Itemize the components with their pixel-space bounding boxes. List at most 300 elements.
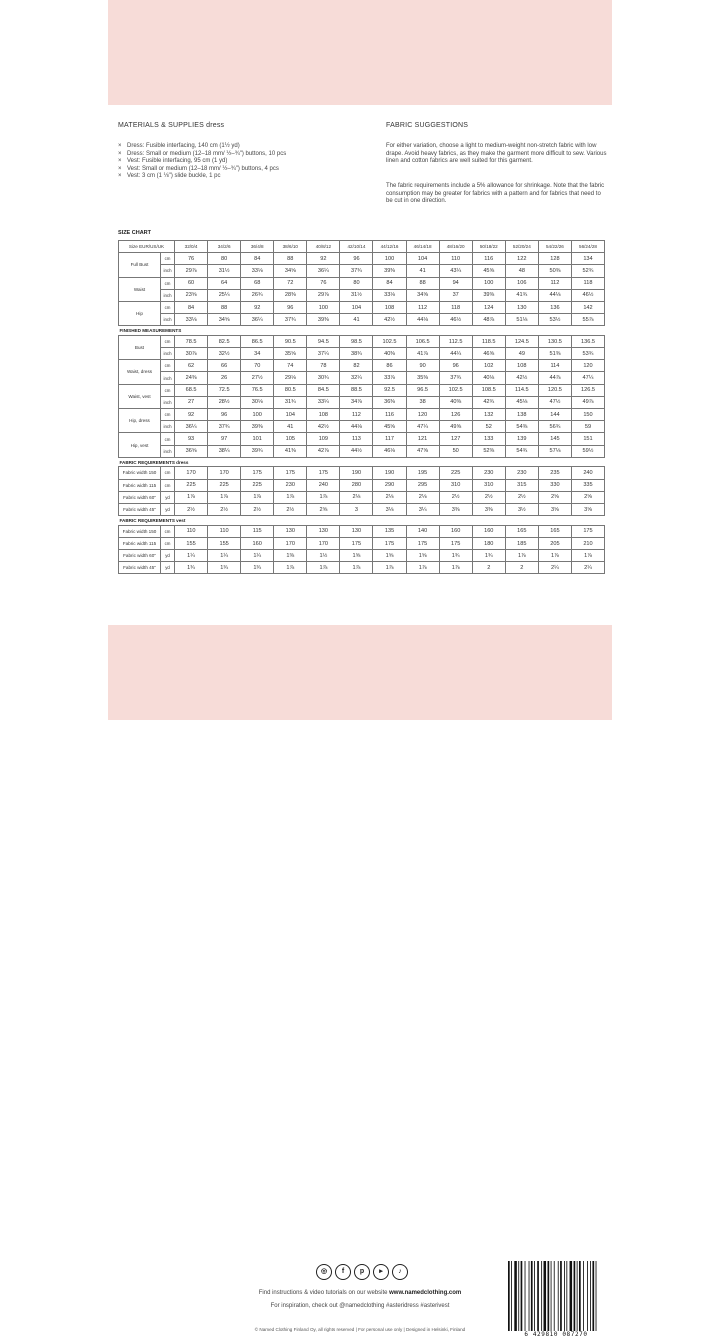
value-cell: 49⅝ [439, 421, 472, 433]
value-cell: 39⅜ [472, 289, 505, 301]
value-cell: 1⅞ [241, 491, 274, 503]
value-cell: 34⅞ [340, 396, 373, 408]
measurement-label: Waist, dress [119, 360, 161, 384]
barcode-bar [521, 1261, 523, 1331]
value-cell: 96.5 [406, 384, 439, 396]
value-cell: 2½ [175, 503, 208, 515]
value-cell: 46⅛ [373, 445, 406, 457]
value-cell: 86 [373, 360, 406, 372]
value-cell: 310 [472, 479, 505, 491]
unit-cell: inch [161, 348, 175, 360]
value-cell: 330 [538, 479, 571, 491]
value-cell: 185 [505, 537, 538, 549]
table-row [119, 289, 605, 301]
size-header-cell: 50/18/22 [472, 241, 505, 253]
value-cell: 98.5 [340, 335, 373, 347]
value-cell: 3¼ [406, 503, 439, 515]
section-title-row [119, 516, 605, 526]
value-cell: 1¾ [439, 550, 472, 562]
unit-cell: inch [161, 421, 175, 433]
measurement-label: Hip, dress [119, 409, 161, 433]
value-cell: 41⅜ [274, 445, 307, 457]
top-color-band [108, 0, 612, 105]
barcode-bars [508, 1261, 604, 1331]
value-cell: 128 [538, 253, 571, 265]
value-cell: 47⅝ [406, 445, 439, 457]
value-cell: 36¼ [241, 314, 274, 326]
value-cell: 134 [571, 253, 604, 265]
value-cell: 68 [241, 277, 274, 289]
value-cell: 120 [571, 360, 604, 372]
value-cell: 42½ [307, 421, 340, 433]
fabric-width-label: Fabric width 115 [119, 537, 161, 549]
barcode-bar [529, 1261, 530, 1331]
value-cell: 1¼ [241, 550, 274, 562]
value-cell: 170 [307, 537, 340, 549]
value-cell: 104 [406, 253, 439, 265]
size-header-cell: 42/10/14 [340, 241, 373, 253]
value-cell: 3⅛ [373, 503, 406, 515]
value-cell: 45⅛ [505, 396, 538, 408]
size-header-row [119, 241, 605, 253]
section-title: FINISHED MEASUREMENTS [119, 328, 182, 334]
barcode-bar [577, 1261, 578, 1331]
table-row [119, 550, 605, 562]
unit-cell: cm [161, 301, 175, 313]
value-cell: 1¼ [175, 550, 208, 562]
value-cell: 1⅞ [373, 562, 406, 574]
value-cell: 33⅞ [373, 372, 406, 384]
value-cell: 40⅜ [439, 396, 472, 408]
value-cell: 170 [274, 537, 307, 549]
value-cell: 90 [406, 360, 439, 372]
value-cell: 32¼ [340, 372, 373, 384]
value-cell: 92 [241, 301, 274, 313]
measurement-label: Waist, vest [119, 384, 161, 408]
value-cell: 27 [175, 396, 208, 408]
value-cell: 114 [538, 360, 571, 372]
materials-item [118, 166, 368, 174]
measurement-label: Bust [119, 335, 161, 359]
value-cell: 44⅞ [538, 372, 571, 384]
value-cell: 47½ [538, 396, 571, 408]
value-cell: 124 [472, 301, 505, 313]
value-cell: 3⅜ [439, 503, 472, 515]
barcode-bar [537, 1261, 539, 1331]
value-cell: 34⅝ [274, 265, 307, 277]
section-title: FABRIC REQUIREMENTS dress [119, 459, 189, 465]
value-cell: 33⅛ [175, 314, 208, 326]
value-cell: 135 [373, 525, 406, 537]
value-cell: 117 [373, 433, 406, 445]
value-cell: 150 [571, 409, 604, 421]
value-cell: 110 [439, 253, 472, 265]
value-cell: 92 [175, 409, 208, 421]
value-cell: 62 [175, 360, 208, 372]
value-cell: 175 [373, 537, 406, 549]
size-chart-table [118, 240, 605, 574]
barcode-bar [511, 1261, 512, 1331]
table-row [119, 384, 605, 396]
value-cell: 100 [472, 277, 505, 289]
value-cell: 39⅜ [307, 314, 340, 326]
table-row [119, 503, 605, 515]
value-cell: 38¾ [340, 348, 373, 360]
value-cell: 295 [406, 479, 439, 491]
value-cell: 38 [406, 396, 439, 408]
size-header-cell: 54/22/26 [538, 241, 571, 253]
unit-cell: inch [161, 372, 175, 384]
value-cell: 180 [472, 537, 505, 549]
value-cell: 2 [505, 562, 538, 574]
bullet-x-icon: × [118, 173, 122, 180]
value-cell: 37¾ [340, 265, 373, 277]
materials-list [118, 143, 368, 181]
value-cell: 2⅝ [538, 491, 571, 503]
value-cell: 225 [208, 479, 241, 491]
value-cell: 2⅛ [340, 491, 373, 503]
value-cell: 44¼ [439, 348, 472, 360]
bullet-x-icon: × [118, 143, 122, 149]
value-cell: 1⅝ [373, 550, 406, 562]
value-cell: 130 [307, 525, 340, 537]
barcode-bar [554, 1261, 555, 1331]
value-cell: 47¼ [571, 372, 604, 384]
value-cell: 235 [538, 467, 571, 479]
size-header-cell: 32/0/4 [175, 241, 208, 253]
value-cell: 1¾ [472, 550, 505, 562]
value-cell: 31½ [208, 265, 241, 277]
value-cell: 175 [307, 467, 340, 479]
value-cell: 84 [373, 277, 406, 289]
website-link[interactable]: www.namedclothing.com [389, 1290, 462, 1296]
size-header-label: Size EUR/US/UK [119, 241, 175, 253]
value-cell: 106 [505, 277, 538, 289]
value-cell: 126.5 [571, 384, 604, 396]
value-cell: 3½ [505, 503, 538, 515]
table-row [119, 421, 605, 433]
value-cell: 139 [505, 433, 538, 445]
value-cell: 1⅞ [175, 491, 208, 503]
value-cell: 30¾ [307, 372, 340, 384]
value-cell: 70 [241, 360, 274, 372]
value-cell: 116 [373, 409, 406, 421]
barcode-bar [531, 1261, 533, 1331]
value-cell: 96 [208, 409, 241, 421]
value-cell: 290 [373, 479, 406, 491]
value-cell: 140 [406, 525, 439, 537]
value-cell: 280 [340, 479, 373, 491]
value-cell: 2⅝ [571, 491, 604, 503]
barcode-bar [514, 1261, 517, 1331]
value-cell: 25¼ [208, 289, 241, 301]
value-cell: 170 [175, 467, 208, 479]
value-cell: 118 [571, 277, 604, 289]
materials-item-text: Vest: 3 cm (1 ⅛") slide buckle, 1 pc [127, 173, 221, 180]
barcode-bar [551, 1261, 552, 1331]
value-cell: 29⅛ [274, 372, 307, 384]
value-cell: 240 [571, 467, 604, 479]
value-cell: 78 [307, 360, 340, 372]
value-cell: 84 [175, 301, 208, 313]
value-cell: 82.5 [208, 335, 241, 347]
section-title-row [119, 457, 605, 467]
value-cell: 190 [340, 467, 373, 479]
value-cell: 46½ [571, 289, 604, 301]
value-cell: 126 [439, 409, 472, 421]
value-cell: 155 [175, 537, 208, 549]
value-cell: 108 [373, 301, 406, 313]
value-cell: 34⅝ [406, 289, 439, 301]
value-cell: 46⅝ [472, 348, 505, 360]
value-cell: 2½ [472, 491, 505, 503]
value-cell: 109 [307, 433, 340, 445]
value-cell: 110 [208, 525, 241, 537]
value-cell: 80.5 [274, 384, 307, 396]
value-cell: 3⅝ [571, 503, 604, 515]
value-cell: 160 [472, 525, 505, 537]
value-cell: 59½ [571, 445, 604, 457]
instagram-icon[interactable]: ◎ [316, 1264, 332, 1280]
table-row [119, 301, 605, 313]
value-cell: 118 [439, 301, 472, 313]
value-cell: 39⅜ [373, 265, 406, 277]
size-header-cell: 46/14/18 [406, 241, 439, 253]
value-cell: 170 [208, 467, 241, 479]
value-cell: 48 [505, 265, 538, 277]
table-row [119, 314, 605, 326]
value-cell: 88 [208, 301, 241, 313]
value-cell: 1⅞ [307, 491, 340, 503]
value-cell: 35⅝ [274, 348, 307, 360]
tiktok-icon[interactable]: ♪ [392, 1264, 408, 1280]
barcode-bar [544, 1261, 547, 1331]
value-cell: 31½ [340, 289, 373, 301]
value-cell: 88 [406, 277, 439, 289]
measurement-label: Hip [119, 301, 161, 325]
value-cell: 230 [472, 467, 505, 479]
value-cell: 1⅞ [505, 550, 538, 562]
value-cell: 49 [505, 348, 538, 360]
value-cell: 92.5 [373, 384, 406, 396]
youtube-icon[interactable]: ▸ [373, 1264, 389, 1280]
barcode-bar [574, 1261, 576, 1331]
barcode-bar [508, 1261, 510, 1331]
value-cell: 42⅞ [307, 445, 340, 457]
barcode-bar [518, 1261, 519, 1331]
inspiration-line: For inspiration, check out @namedclothing #asteridress #asterivest [270, 1303, 450, 1309]
value-cell: 104 [274, 409, 307, 421]
barcode-bar [564, 1261, 565, 1331]
value-cell: 160 [241, 537, 274, 549]
value-cell: 92 [307, 253, 340, 265]
value-cell: 97 [208, 433, 241, 445]
value-cell: 240 [307, 479, 340, 491]
value-cell: 1¾ [208, 562, 241, 574]
table-row [119, 525, 605, 537]
unit-cell: inch [161, 289, 175, 301]
value-cell: 1⅞ [307, 562, 340, 574]
value-cell: 94 [439, 277, 472, 289]
value-cell: 52 [472, 421, 505, 433]
table-row [119, 433, 605, 445]
value-cell: 116 [472, 253, 505, 265]
value-cell: 94.5 [307, 335, 340, 347]
value-cell: 165 [538, 525, 571, 537]
value-cell: 115 [241, 525, 274, 537]
barcode-bar [548, 1261, 550, 1331]
fabric-width-label: Fabric width 60" [119, 491, 161, 503]
value-cell: 195 [406, 467, 439, 479]
value-cell: 104 [340, 301, 373, 313]
table-row [119, 445, 605, 457]
value-cell: 100 [307, 301, 340, 313]
value-cell: 127 [439, 433, 472, 445]
value-cell: 41⅞ [406, 348, 439, 360]
value-cell: 68.5 [175, 384, 208, 396]
value-cell: 101 [241, 433, 274, 445]
value-cell: 155 [208, 537, 241, 549]
value-cell: 114.5 [505, 384, 538, 396]
size-chart-heading: SIZE CHART [118, 230, 151, 236]
table-row [119, 467, 605, 479]
value-cell: 96 [340, 253, 373, 265]
pinterest-icon[interactable]: p [354, 1264, 370, 1280]
value-cell: 1⅞ [340, 562, 373, 574]
value-cell: 110 [175, 525, 208, 537]
value-cell: 45⅝ [472, 265, 505, 277]
value-cell: 44⅛ [406, 314, 439, 326]
value-cell: 37¾ [439, 372, 472, 384]
value-cell: 84.5 [307, 384, 340, 396]
materials-item [118, 173, 368, 181]
value-cell: 42¾ [472, 396, 505, 408]
value-cell: 55⅞ [571, 314, 604, 326]
value-cell: 37¼ [307, 348, 340, 360]
table-row [119, 348, 605, 360]
barcode-number: 6 429810 087270 [524, 1331, 588, 1338]
value-cell: 210 [571, 537, 604, 549]
value-cell: 46½ [439, 314, 472, 326]
unit-cell: yd [161, 562, 175, 574]
value-cell: 175 [406, 537, 439, 549]
value-cell: 59 [571, 421, 604, 433]
value-cell: 54⅜ [505, 421, 538, 433]
value-cell: 130 [340, 525, 373, 537]
materials-item [118, 143, 368, 151]
value-cell: 32½ [208, 348, 241, 360]
value-cell: 33⅛ [241, 265, 274, 277]
value-cell: 41 [340, 314, 373, 326]
value-cell: 93 [175, 433, 208, 445]
barcode-bar [558, 1261, 559, 1331]
value-cell: 39⅜ [241, 421, 274, 433]
size-header-cell: 34/2/6 [208, 241, 241, 253]
materials-item-text: Vest: Small or medium (12–18 mm/ ½–¾") buttons, 4 pcs [127, 165, 279, 172]
value-cell: 88 [274, 253, 307, 265]
unit-cell: cm [161, 479, 175, 491]
value-cell: 28⅜ [274, 289, 307, 301]
value-cell: 100 [241, 409, 274, 421]
unit-cell: cm [161, 277, 175, 289]
size-header-cell: 56/24/28 [571, 241, 604, 253]
value-cell: 45⅝ [373, 421, 406, 433]
value-cell: 1⅝ [406, 550, 439, 562]
table-row [119, 277, 605, 289]
fabric-width-label: Fabric width 45" [119, 562, 161, 574]
value-cell: 160 [439, 525, 472, 537]
value-cell: 96 [274, 301, 307, 313]
value-cell: 106.5 [406, 335, 439, 347]
value-cell: 39¾ [241, 445, 274, 457]
value-cell: 44½ [340, 445, 373, 457]
materials-item-text: Dress: Fusible interfacing, 140 cm (1½ yd) [127, 143, 240, 149]
value-cell: 42½ [505, 372, 538, 384]
value-cell: 1⅞ [439, 562, 472, 574]
value-cell: 2½ [208, 503, 241, 515]
value-cell: 28½ [208, 396, 241, 408]
value-cell: 30⅞ [175, 348, 208, 360]
value-cell: 41 [274, 421, 307, 433]
unit-cell: inch [161, 265, 175, 277]
value-cell: 56¾ [538, 421, 571, 433]
value-cell: 1⅞ [538, 550, 571, 562]
value-cell: 78.5 [175, 335, 208, 347]
value-cell: 41 [406, 265, 439, 277]
bullet-x-icon: × [118, 165, 122, 172]
value-cell: 2½ [241, 503, 274, 515]
value-cell: 3⅜ [472, 503, 505, 515]
copyright-line: © Named Clothing Finland Oy, all rights reserved | For personal use only | Designed in Helsinki, Finland [254, 1327, 466, 1332]
value-cell: 113 [340, 433, 373, 445]
unit-cell: inch [161, 445, 175, 457]
value-cell: 108 [505, 360, 538, 372]
value-cell: 52¾ [571, 265, 604, 277]
value-cell: 52⅜ [472, 445, 505, 457]
value-cell: 82 [340, 360, 373, 372]
value-cell: 2½ [505, 491, 538, 503]
facebook-icon[interactable]: f [335, 1264, 351, 1280]
value-cell: 1⅞ [208, 491, 241, 503]
materials-item [118, 151, 368, 159]
value-cell: 96 [439, 360, 472, 372]
section-title-row [119, 326, 605, 336]
value-cell: 26 [208, 372, 241, 384]
value-cell: 2⅝ [307, 503, 340, 515]
materials-item [118, 158, 368, 166]
value-cell: 120 [406, 409, 439, 421]
barcode-bar [579, 1261, 581, 1331]
value-cell: 151 [571, 433, 604, 445]
value-cell: 138 [505, 409, 538, 421]
value-cell: 35⅜ [406, 372, 439, 384]
value-cell: 44⅛ [538, 289, 571, 301]
value-cell: 38¼ [208, 445, 241, 457]
table-row [119, 265, 605, 277]
value-cell: 1¾ [175, 562, 208, 574]
unit-cell: inch [161, 396, 175, 408]
barcode-bar [534, 1261, 535, 1331]
value-cell: 130 [274, 525, 307, 537]
value-cell: 2¼ [571, 562, 604, 574]
value-cell: 165 [505, 525, 538, 537]
value-cell: 108.5 [472, 384, 505, 396]
value-cell: 66 [208, 360, 241, 372]
value-cell: 29⅞ [307, 289, 340, 301]
value-cell: 112 [340, 409, 373, 421]
social-icons [312, 1264, 412, 1282]
value-cell: 54¾ [505, 445, 538, 457]
